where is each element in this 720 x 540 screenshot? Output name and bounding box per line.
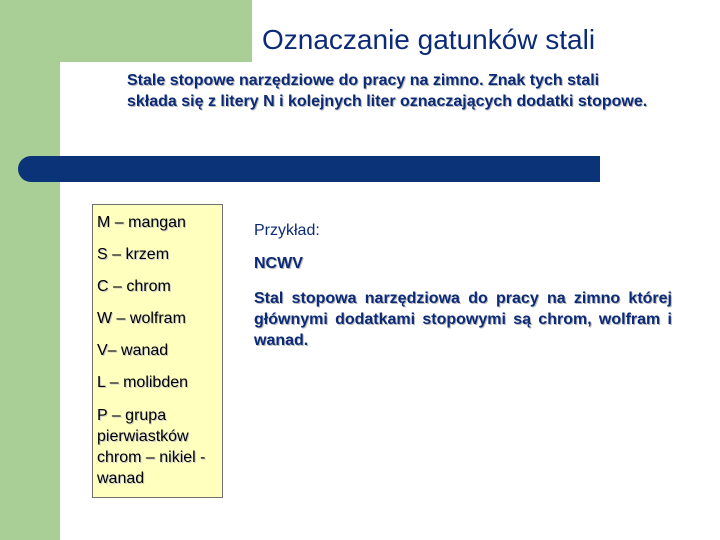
legend-item-wanad: V– wanad [97,342,169,359]
legend-item-krzem: S – krzem [97,246,170,263]
divider-bar [18,156,600,182]
intro-line-1: Stale stopowe narzędziowe do pracy na zimno. Znak tych stali [127,72,600,89]
example-description: Stal stopowa narzędziowa do pracy na zimno której głównymi dodatkami stopowymi są chrom, wolfram i wanad. [254,290,672,349]
element-legend-box [92,204,223,498]
legend-item-mangan: M – mangan [97,214,186,231]
legend-item-grupa: P – grupa pierwiastków chrom – nikiel - wanad [97,407,206,487]
example-label: Przykład: [254,222,320,239]
example-section [254,222,672,351]
intro-text [127,70,717,112]
example-code: NCWV [254,255,303,272]
decor-left-bar [0,0,60,540]
legend-item-wolfram: W – wolfram [97,310,186,327]
slide-title: Oznaczanie gatunków stali [262,24,596,55]
legend-item-chrom: C – chrom [97,278,171,295]
decor-rounded-corner [60,62,120,122]
legend-item-molibden: L – molibden [97,374,189,391]
intro-line-2: składa się z litery N i kolejnych liter oznaczających dodatki stopowe. [127,93,648,110]
